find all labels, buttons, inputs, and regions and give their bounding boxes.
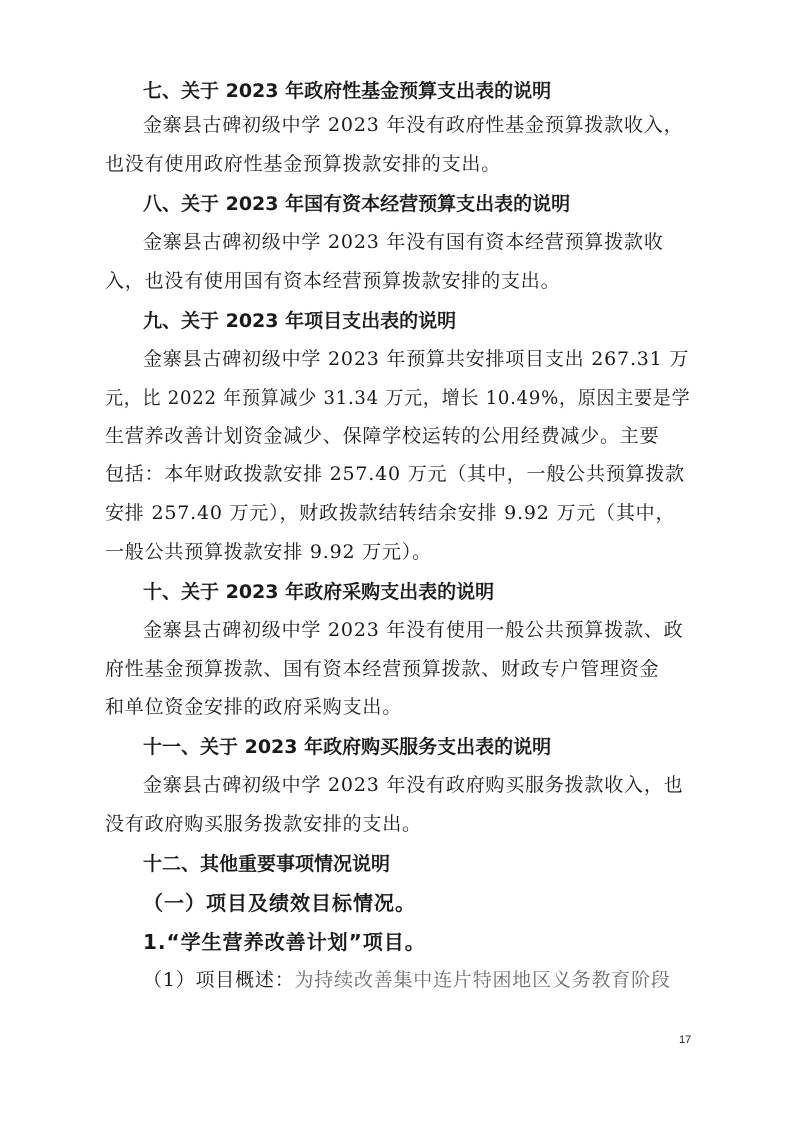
- section-8-heading: 八、关于 2023 年国有资本经营预算支出表的说明: [143, 193, 571, 215]
- section-9-line-6: 一般公共预算拨款安排 9.92 万元）。: [105, 541, 432, 563]
- section-12-item-1: 1.“学生营养改善计划”项目。: [143, 930, 426, 954]
- section-11-line-2: 没有政府购买服务拨款安排的支出。: [105, 813, 422, 835]
- section-12-overview: [143, 971, 671, 990]
- section-9-heading: 九、关于 2023 年项目支出表的说明: [143, 310, 457, 332]
- section-9-line-2: 元，比 2022 年预算减少 31.34 万元，增长 10.49%，原因主要是学: [105, 387, 691, 409]
- section-12-subheading: （一）项目及绩效目标情况。: [143, 891, 416, 915]
- section-7-line-2: 也没有使用政府性基金预算拨款安排的支出。: [105, 153, 502, 175]
- overview-rest: 为持续改善集中连片特困地区义务教育阶段: [294, 969, 671, 991]
- section-9-line-3: 生营养改善计划资金减少、保障学校运转的公用经费减少。主要: [105, 425, 660, 447]
- overview-lead: （1）项目概述：: [143, 969, 295, 991]
- page-number: 17: [679, 1034, 692, 1046]
- section-9-line-5: 安排 257.40 万元），财政拨款结转结余安排 9.92 万元（其中，: [105, 502, 676, 524]
- section-10-heading: 十、关于 2023 年政府采购支出表的说明: [143, 581, 495, 603]
- section-11-line-1: 金寨县古碑初级中学 2023 年没有政府购买服务拨款收入，也: [143, 774, 684, 796]
- section-9-line-4: 包括：本年财政拨款安排 257.40 万元（其中，一般公共预算拨款: [105, 463, 685, 485]
- section-9-line-1: 金寨县古碑初级中学 2023 年预算共安排项目支出 267.31 万: [143, 348, 690, 370]
- section-8-line-2: 入，也没有使用国有资本经营预算拨款安排的支出。: [105, 270, 561, 292]
- section-10-line-2: 府性基金预算拨款、国有资本经营预算拨款、财政专户管理资金: [105, 658, 660, 680]
- section-10-line-1: 金寨县古碑初级中学 2023 年没有使用一般公共预算拨款、政: [143, 619, 684, 641]
- section-11-heading: 十一、关于 2023 年政府购买服务支出表的说明: [143, 736, 552, 758]
- section-12-heading: 十二、其他重要事项情况说明: [143, 853, 391, 875]
- section-7-line-1: 金寨县古碑初级中学 2023 年没有政府性基金预算拨款收入，: [143, 114, 684, 136]
- section-10-line-3: 和单位资金安排的政府采购支出。: [105, 696, 403, 718]
- section-8-line-1: 金寨县古碑初级中学 2023 年没有国有资本经营预算拨款收: [143, 231, 664, 253]
- section-7-heading: 七、关于 2023 年政府性基金预算支出表的说明: [143, 80, 552, 102]
